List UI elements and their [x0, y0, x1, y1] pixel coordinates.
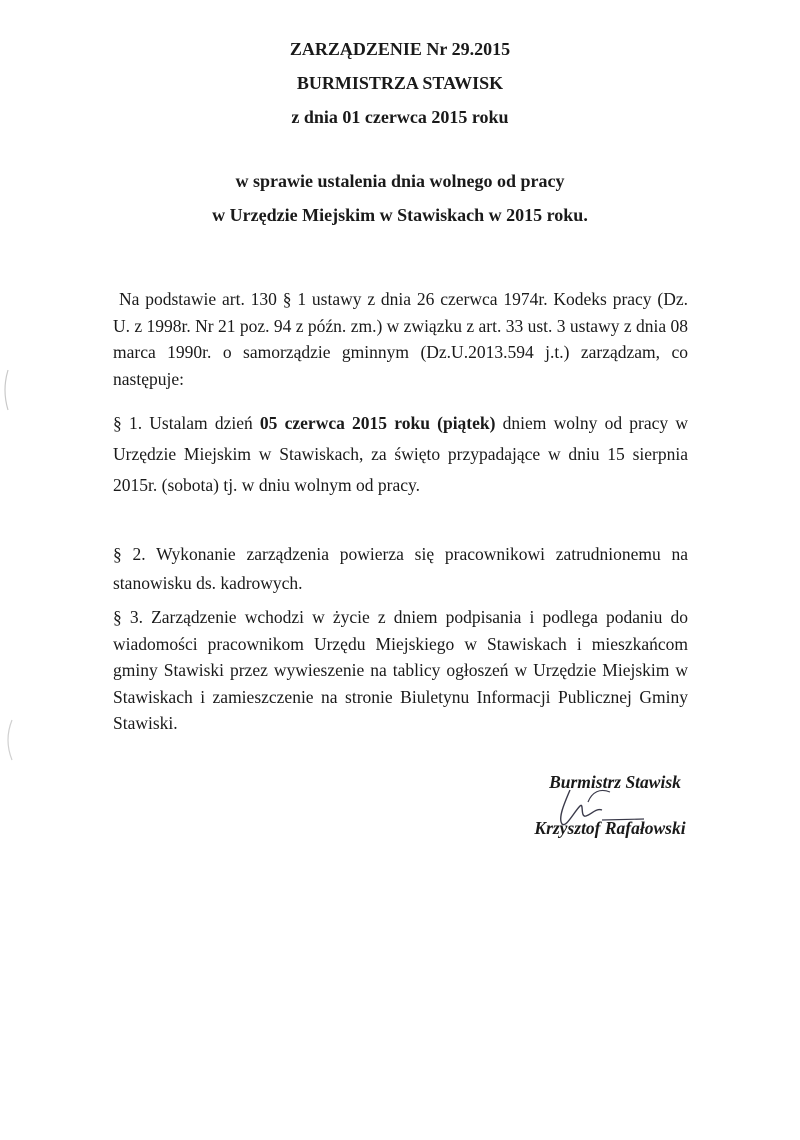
paragraph-3: § 3. Zarządzenie wchodzi w życie z dniem podpisania i podlega podaniu do wiadomości pracownikom Urzędu Miejskiego w Stawiskach i mieszkańcom gminy Stawiski przez wywieszenie na tablicy ogłoszeń w Urzędzie Miejskim w Stawiskach i zamieszczenie na stronie Biuletynu Informacji Publicznej Gminy Stawiski. [113, 607, 688, 733]
subject-line-1: w sprawie ustalenia dnia wolnego od pracy [235, 171, 565, 191]
subject-line-2: w Urzędzie Miejskim w Stawiskach w 2015 roku. [212, 205, 588, 225]
paragraph-2: § 2. Wykonanie zarządzenia powierza się pracownikowi zatrudnionemu na stanowisku ds. kadrowych. [113, 544, 688, 593]
signatory-name: Krzysztof Rafałowski [534, 818, 686, 838]
document-header [0, 32, 800, 134]
preamble-text: Na podstawie art. 130 § 1 ustawy z dnia 26 czerwca 1974r. Kodeks pracy (Dz. U. z 1998r. Nr 21 poz. 94 z późn. zm.) w związku z art. 33 ust. 3 ustawy z dnia 08 marca 1990r. o samorządzie gminnym (Dz.U.2013.594 j.t.) zarządzam, co następuje: [113, 289, 688, 389]
preamble [113, 286, 688, 392]
document-subject [0, 164, 800, 232]
signature-title: Burmistrz Stawisk [549, 772, 681, 792]
paragraph-1 [113, 408, 688, 501]
issuer: BURMISTRZA STAWISK [296, 73, 504, 93]
paragraph-1-text-start: § 1. Ustalam dzień [113, 413, 260, 433]
scan-edge-mark [0, 340, 20, 1140]
paragraph-1-highlight: 05 czerwca 2015 roku (piątek) [259, 413, 496, 433]
ordinance-number: ZARZĄDZENIE Nr 29.2015 [289, 39, 511, 59]
handwritten-signature [540, 782, 650, 832]
paragraph-1-text-end: dniem wolny od pracy w Urzędzie Miejskim w Stawiskach, za święto przypadające w dniu 15 sierpnia 2015r. (sobota) tj. w dniu wolnym od pracy. [113, 413, 688, 495]
issue-date: z dnia 01 czerwca 2015 roku [291, 107, 509, 127]
